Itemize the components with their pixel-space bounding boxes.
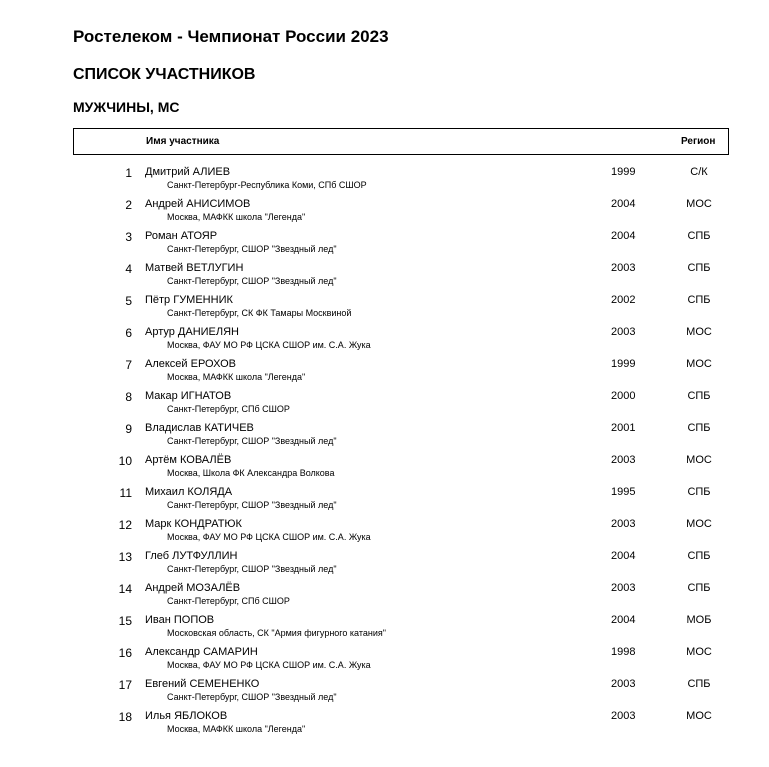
table-row xyxy=(0,390,769,422)
document-subtitle: СПИСОК УЧАСТНИКОВ xyxy=(73,66,256,83)
participant-region: МОС xyxy=(686,518,712,530)
row-number: 9 xyxy=(125,422,132,436)
birth-year: 2004 xyxy=(611,614,636,626)
participant-region: МОС xyxy=(686,710,712,722)
table-row xyxy=(0,294,769,326)
participant-club: Санкт-Петербург, СПб СШОР xyxy=(167,596,290,606)
table-row xyxy=(0,358,769,390)
row-number: 10 xyxy=(118,454,132,468)
row-number: 6 xyxy=(125,326,132,340)
table-row xyxy=(0,486,769,518)
birth-year: 2003 xyxy=(611,326,636,338)
participant-name: Илья ЯБЛОКОВ xyxy=(145,710,228,722)
participant-club: Санкт-Петербург, СШОР "Звездный лед" xyxy=(167,244,337,254)
birth-year: 2003 xyxy=(611,454,636,466)
participant-region: С/К xyxy=(690,166,708,178)
participant-name: Роман АТОЯР xyxy=(145,230,218,242)
table-row xyxy=(0,678,769,710)
participant-name: Александр САМАРИН xyxy=(145,646,258,658)
table-row xyxy=(0,454,769,486)
table-row xyxy=(0,582,769,614)
birth-year: 2003 xyxy=(611,710,636,722)
participant-region: МОС xyxy=(686,358,712,370)
table-header xyxy=(73,128,729,155)
document-title: Ростелеком - Чемпионат России 2023 xyxy=(73,27,389,46)
row-number: 8 xyxy=(125,390,132,404)
participant-region: СПБ xyxy=(687,262,711,274)
participant-region: МОС xyxy=(686,454,712,466)
table-row xyxy=(0,614,769,646)
participant-club: Москва, МАФКК школа "Легенда" xyxy=(167,372,306,382)
participant-name: Макар ИГНАТОВ xyxy=(145,390,232,402)
participant-name: Иван ПОПОВ xyxy=(145,614,215,626)
participant-name: Пётр ГУМЕННИК xyxy=(145,294,233,306)
birth-year: 2003 xyxy=(611,262,636,274)
table-row xyxy=(0,710,769,742)
birth-year: 2002 xyxy=(611,294,636,306)
participant-name: Андрей АНИСИМОВ xyxy=(145,198,251,210)
participant-region: МОС xyxy=(686,198,712,210)
table-row xyxy=(0,422,769,454)
participant-club: Московская область, СК "Армия фигурного катания" xyxy=(167,628,386,638)
row-number: 3 xyxy=(125,230,132,244)
participant-club: Москва, МАФКК школа "Легенда" xyxy=(167,724,306,734)
participant-club: Москва, ФАУ МО РФ ЦСКА СШОР им. С.А. Жука xyxy=(167,532,371,542)
participant-name: Владислав КАТИЧЕВ xyxy=(145,422,254,434)
participant-name: Артур ДАНИЕЛЯН xyxy=(145,326,240,338)
table-row xyxy=(0,518,769,550)
birth-year: 1999 xyxy=(611,358,636,370)
column-header-name: Имя участника xyxy=(146,136,220,147)
participant-club: Москва, ФАУ МО РФ ЦСКА СШОР им. С.А. Жука xyxy=(167,660,371,670)
participant-region: СПБ xyxy=(687,230,711,242)
participant-region: МОС xyxy=(686,326,712,338)
participant-region: МОС xyxy=(686,646,712,658)
birth-year: 2003 xyxy=(611,518,636,530)
birth-year: 2004 xyxy=(611,198,636,210)
birth-year: 2003 xyxy=(611,678,636,690)
row-number: 2 xyxy=(125,198,132,212)
participant-region: СПБ xyxy=(687,390,711,402)
table-row xyxy=(0,198,769,230)
row-number: 16 xyxy=(118,646,132,660)
participant-name: Дмитрий АЛИЕВ xyxy=(145,166,231,178)
participant-name: Евгений СЕМЕНЕНКО xyxy=(145,678,260,690)
participant-region: СПБ xyxy=(687,294,711,306)
row-number: 17 xyxy=(118,678,132,692)
participant-club: Москва, ФАУ МО РФ ЦСКА СШОР им. С.А. Жука xyxy=(167,340,371,350)
birth-year: 2000 xyxy=(611,390,636,402)
row-number: 4 xyxy=(125,262,132,276)
participant-club: Москва, МАФКК школа "Легенда" xyxy=(167,212,306,222)
row-number: 14 xyxy=(118,582,132,596)
row-number: 7 xyxy=(125,358,132,372)
birth-year: 1999 xyxy=(611,166,636,178)
participant-club: Санкт-Петербург, СШОР "Звездный лед" xyxy=(167,276,337,286)
participant-name: Матвей ВЕТЛУГИН xyxy=(145,262,244,274)
participant-region: СПБ xyxy=(687,486,711,498)
birth-year: 1995 xyxy=(611,486,636,498)
participant-club: Санкт-Петербург-Республика Коми, СПб СШОР xyxy=(167,180,367,190)
table-row xyxy=(0,646,769,678)
participant-region: МОБ xyxy=(686,614,712,626)
column-header-region: Регион xyxy=(681,136,716,147)
participant-club: Москва, Школа ФК Александра Волкова xyxy=(167,468,335,478)
row-number: 11 xyxy=(119,486,132,500)
participant-name: Михаил КОЛЯДА xyxy=(145,486,233,498)
birth-year: 2001 xyxy=(611,422,636,434)
participant-region: СПБ xyxy=(687,422,711,434)
birth-year: 2004 xyxy=(611,550,636,562)
row-number: 1 xyxy=(125,166,132,180)
row-number: 15 xyxy=(118,614,132,628)
participant-name: Марк КОНДРАТЮК xyxy=(145,518,242,530)
participant-name: Алексей ЕРОХОВ xyxy=(145,358,236,370)
participant-name: Андрей МОЗАЛЁВ xyxy=(145,582,241,594)
category-heading: МУЖЧИНЫ, МС xyxy=(73,99,180,115)
birth-year: 1998 xyxy=(611,646,636,658)
row-number: 13 xyxy=(118,550,132,564)
row-number: 18 xyxy=(118,710,132,724)
participant-name: Артём КОВАЛЁВ xyxy=(145,454,232,466)
row-number: 5 xyxy=(125,294,132,308)
table-row xyxy=(0,550,769,582)
participant-club: Санкт-Петербург, СШОР "Звездный лед" xyxy=(167,564,337,574)
participant-club: Санкт-Петербург, СШОР "Звездный лед" xyxy=(167,436,337,446)
table-row xyxy=(0,326,769,358)
participant-region: СПБ xyxy=(687,582,711,594)
birth-year: 2003 xyxy=(611,582,636,594)
participant-club: Санкт-Петербург, СШОР "Звездный лед" xyxy=(167,692,337,702)
participant-club: Санкт-Петербург, СПб СШОР xyxy=(167,404,290,414)
table-row xyxy=(0,262,769,294)
participant-club: Санкт-Петербург, СШОР "Звездный лед" xyxy=(167,500,337,510)
participant-club: Санкт-Петербург, СК ФК Тамары Москвиной xyxy=(167,308,352,318)
table-row xyxy=(0,166,769,198)
table-row xyxy=(0,230,769,262)
row-number: 12 xyxy=(118,518,132,532)
participant-name: Глеб ЛУТФУЛЛИН xyxy=(145,550,238,562)
participant-region: СПБ xyxy=(687,678,711,690)
participant-region: СПБ xyxy=(687,550,711,562)
birth-year: 2004 xyxy=(611,230,636,242)
